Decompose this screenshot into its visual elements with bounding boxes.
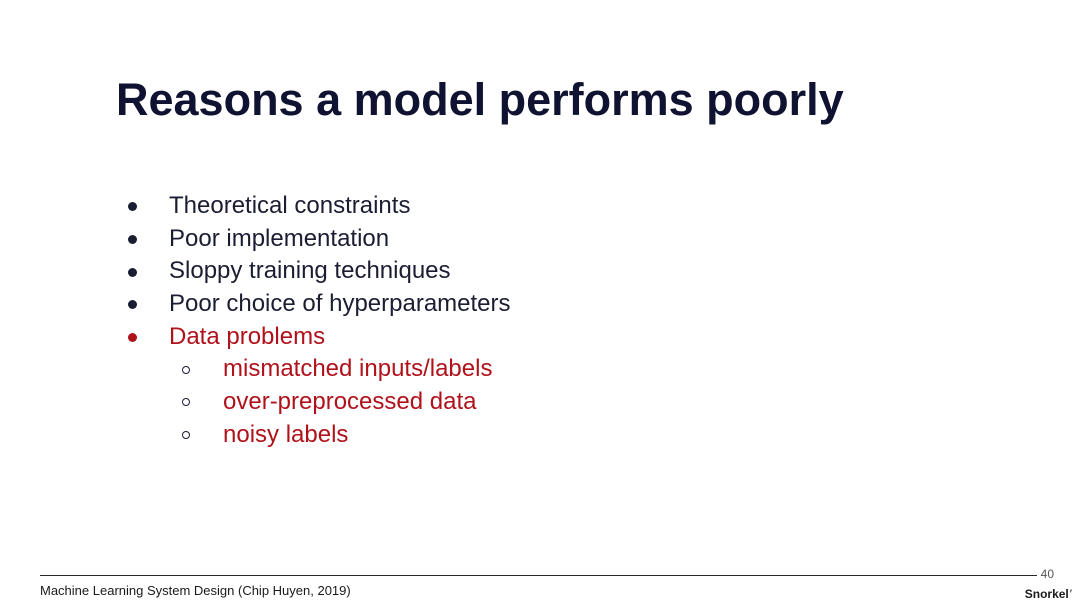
bullet-text: Poor implementation [169, 224, 390, 252]
bullet-dot-icon [128, 333, 137, 342]
sub-bullet-text: mismatched inputs/labels [223, 355, 493, 383]
bullet-dot-icon [128, 202, 137, 211]
page-number: 40 [1040, 567, 1054, 581]
logo-text: Snorkel [1024, 587, 1069, 601]
sub-bullet-text: over-preprocessed data [223, 388, 477, 416]
logo-mark-icon: ′ [1069, 587, 1072, 601]
slide-title: Reasons a model performs poorly [116, 74, 844, 125]
bullet-text: Theoretical constraints [169, 192, 411, 219]
bullet-text: Sloppy training techniques [169, 257, 451, 285]
snorkel-logo [1025, 587, 1072, 601]
sub-bullet-text: noisy labels [223, 420, 349, 448]
bullet-text: Data problems [169, 322, 326, 350]
hollow-circle-icon [182, 366, 190, 374]
bullet-dot-icon [128, 268, 137, 277]
footer-divider [40, 575, 1037, 576]
footer-citation: Machine Learning System Design (Chip Huyen, 2019) [40, 583, 351, 598]
bullet-dot-icon [128, 300, 137, 309]
hollow-circle-icon [182, 431, 190, 439]
bullet-text: Poor choice of hyperparameters [169, 290, 511, 318]
hollow-circle-icon [182, 398, 190, 406]
bullet-dot-icon [128, 235, 137, 244]
